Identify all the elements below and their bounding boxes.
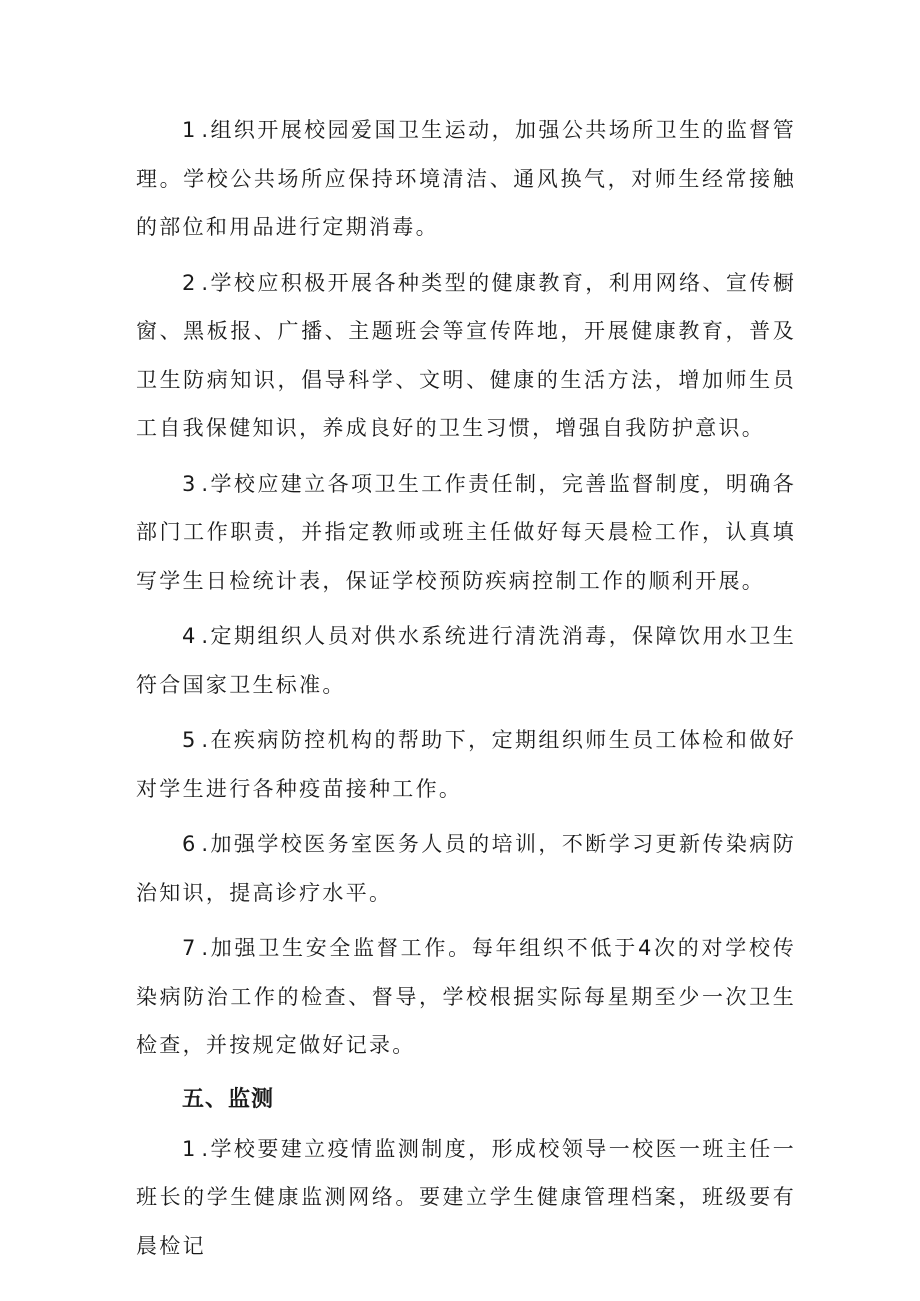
list-item: [136, 106, 796, 252]
item-text: .加强卫生安全监督工作。每年组织不低于4次的对学校传染病防治工作的检查、督导，学校根据实际每星期至少一次卫生检查，并按规定做好记录。: [136, 936, 796, 1057]
list-item: [136, 259, 796, 453]
list-item: [136, 1125, 796, 1271]
item-text: .学校应建立各项卫生工作责任制，完善监督制度，明确各部门工作职责，并指定教师或班主任做好每天晨检工作，认真填写学生日检统计表，保证学校预防疾病控制工作的顺利开展。: [136, 471, 796, 593]
item-text: .学校要建立疫情监测制度，形成校领导一校医一班主任一班长的学生健康监测网络。要建立学生健康管理档案，班级要有晨检记: [136, 1136, 796, 1258]
list-item: [136, 612, 796, 709]
item-number: 2: [182, 270, 202, 295]
item-text: .组织开展校园爱国卫生运动，加强公共场所卫生的监督管理。学校公共场所应保持环境清洁、通风换气，对师生经常接触的部位和用品进行定期消毒。: [136, 118, 796, 239]
item-number: 1: [182, 118, 202, 142]
list-item: [136, 716, 796, 813]
item-text: .学校应积极开展各种类型的健康教育，利用网络、宣传橱窗、黑板报、广播、主题班会等宣传阵地，开展健康教育，普及卫生防病知识，倡导科学、文明、健康的生活方法，增加师生员工自我保健知识，养成良好的卫生习惯，增强自我防护意识。: [136, 270, 796, 440]
item-text: .加强学校医务室医务人员的培训，不断学习更新传染病防治知识，提高诊疗水平。: [136, 832, 796, 905]
list-item: [136, 460, 796, 606]
item-text: .定期组织人员对供水系统进行清洗消毒，保障饮用水卫生符合国家卫生标准。: [136, 624, 796, 697]
section-heading: 五、监测: [182, 1086, 275, 1112]
item-text: .在疾病防控机构的帮助下，定期组织师生员工体检和做好对学生进行各种疫苗接种工作。: [136, 728, 796, 801]
item-number: 5: [182, 728, 202, 752]
item-number: 3: [182, 471, 202, 496]
item-number: 7: [182, 936, 202, 960]
list-item: [136, 924, 796, 1070]
document-page: [136, 106, 796, 1277]
item-number: 4: [182, 624, 202, 648]
list-item: [136, 820, 796, 917]
item-number: 1: [182, 1136, 202, 1161]
item-number: 6: [182, 832, 202, 856]
